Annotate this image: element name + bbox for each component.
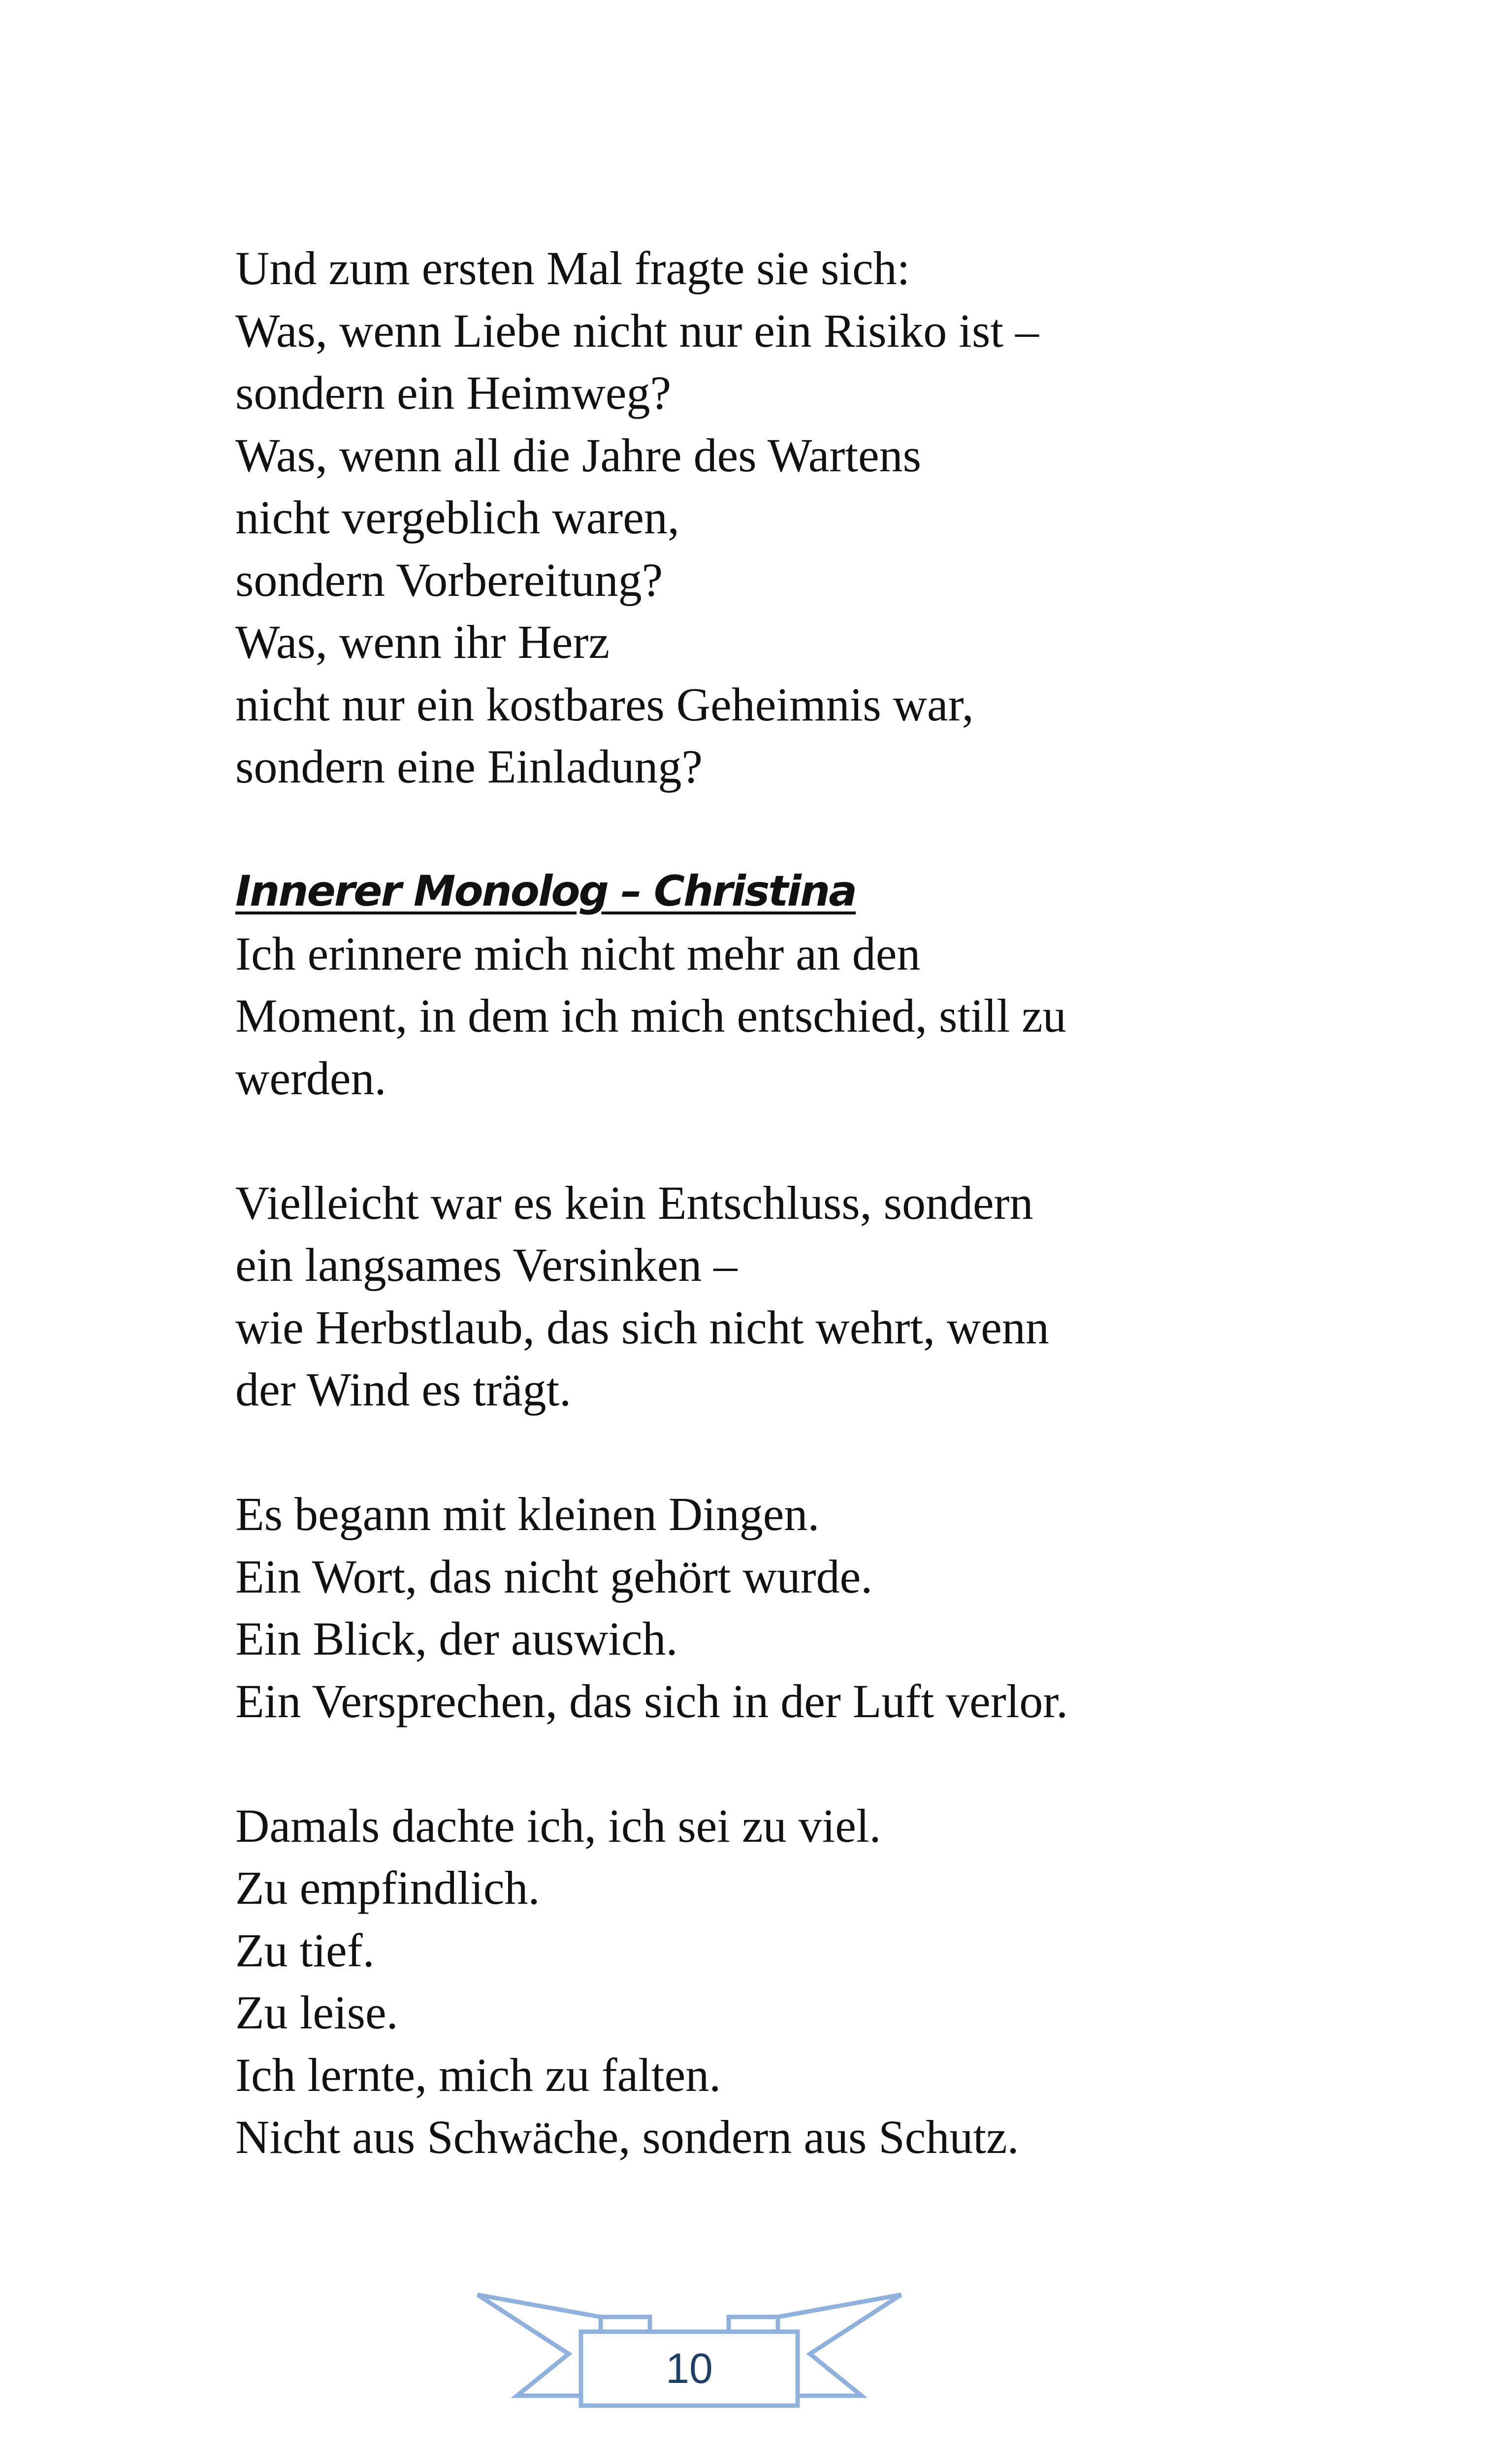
text-line: Ein Blick, der auswich. xyxy=(235,1612,678,1665)
text-line: Nicht aus Schwäche, sondern aus Schutz. xyxy=(235,2111,1019,2163)
text-line: Zu empfindlich. xyxy=(235,1861,540,1914)
text-line: Zu tief. xyxy=(235,1923,375,1977)
text-line: wie Herbstlaub, das sich nicht wehrt, wenn xyxy=(235,1301,1049,1354)
paragraph-1 xyxy=(235,237,1368,798)
text-line: Damals dachte ich, ich sei zu viel. xyxy=(235,1799,881,1852)
text-line: Was, wenn ihr Herz xyxy=(235,616,610,668)
text-line: Zu leise. xyxy=(235,1986,398,2039)
text-line: Und zum ersten Mal fragte sie sich: xyxy=(235,242,910,294)
text-line: sondern ein Heimweg? xyxy=(235,366,672,419)
text-line: Es begann mit kleinen Dingen. xyxy=(235,1488,820,1540)
text-line: Ich erinnere mich nicht mehr an den xyxy=(235,927,921,980)
text-line: nicht nur ein kostbares Geheimnis war, xyxy=(235,678,974,731)
paragraph-5 xyxy=(235,1795,1368,2169)
body-text xyxy=(235,237,1368,2169)
paragraph-spacer xyxy=(235,1421,1368,1484)
text-line: nicht vergeblich waren, xyxy=(235,491,679,544)
text-line: werden. xyxy=(235,1051,386,1105)
paragraph-2 xyxy=(235,923,1368,1110)
paragraph-spacer xyxy=(235,1732,1368,1795)
text-line: sondern eine Einladung? xyxy=(235,740,703,793)
text-line: der Wind es trägt. xyxy=(235,1363,572,1416)
text-line: sondern Vorbereitung? xyxy=(235,553,663,606)
text-line: Moment, in dem ich mich entschied, still zu xyxy=(235,989,1066,1042)
text-line: ein langsames Versinken – xyxy=(235,1238,738,1291)
text-line: Ein Wort, das nicht gehört wurde. xyxy=(235,1550,873,1603)
text-line: Ein Versprechen, das sich in der Luft verlor. xyxy=(235,1674,1068,1727)
page-number: 10 xyxy=(666,2345,713,2392)
text-line: Was, wenn Liebe nicht nur ein Risiko ist – xyxy=(235,304,1039,357)
paragraph-spacer xyxy=(235,1109,1368,1172)
paragraph-4 xyxy=(235,1483,1368,1732)
paragraph-3 xyxy=(235,1172,1368,1421)
text-line: Vielleicht war es kein Entschluss, sondern xyxy=(235,1176,1033,1229)
section-heading: Innerer Monolog – Christina xyxy=(235,867,856,916)
paragraph-spacer xyxy=(235,798,1368,861)
text-line: Was, wenn all die Jahre des Wartens xyxy=(235,428,921,482)
text-line: Ich lernte, mich zu falten. xyxy=(235,2048,721,2101)
